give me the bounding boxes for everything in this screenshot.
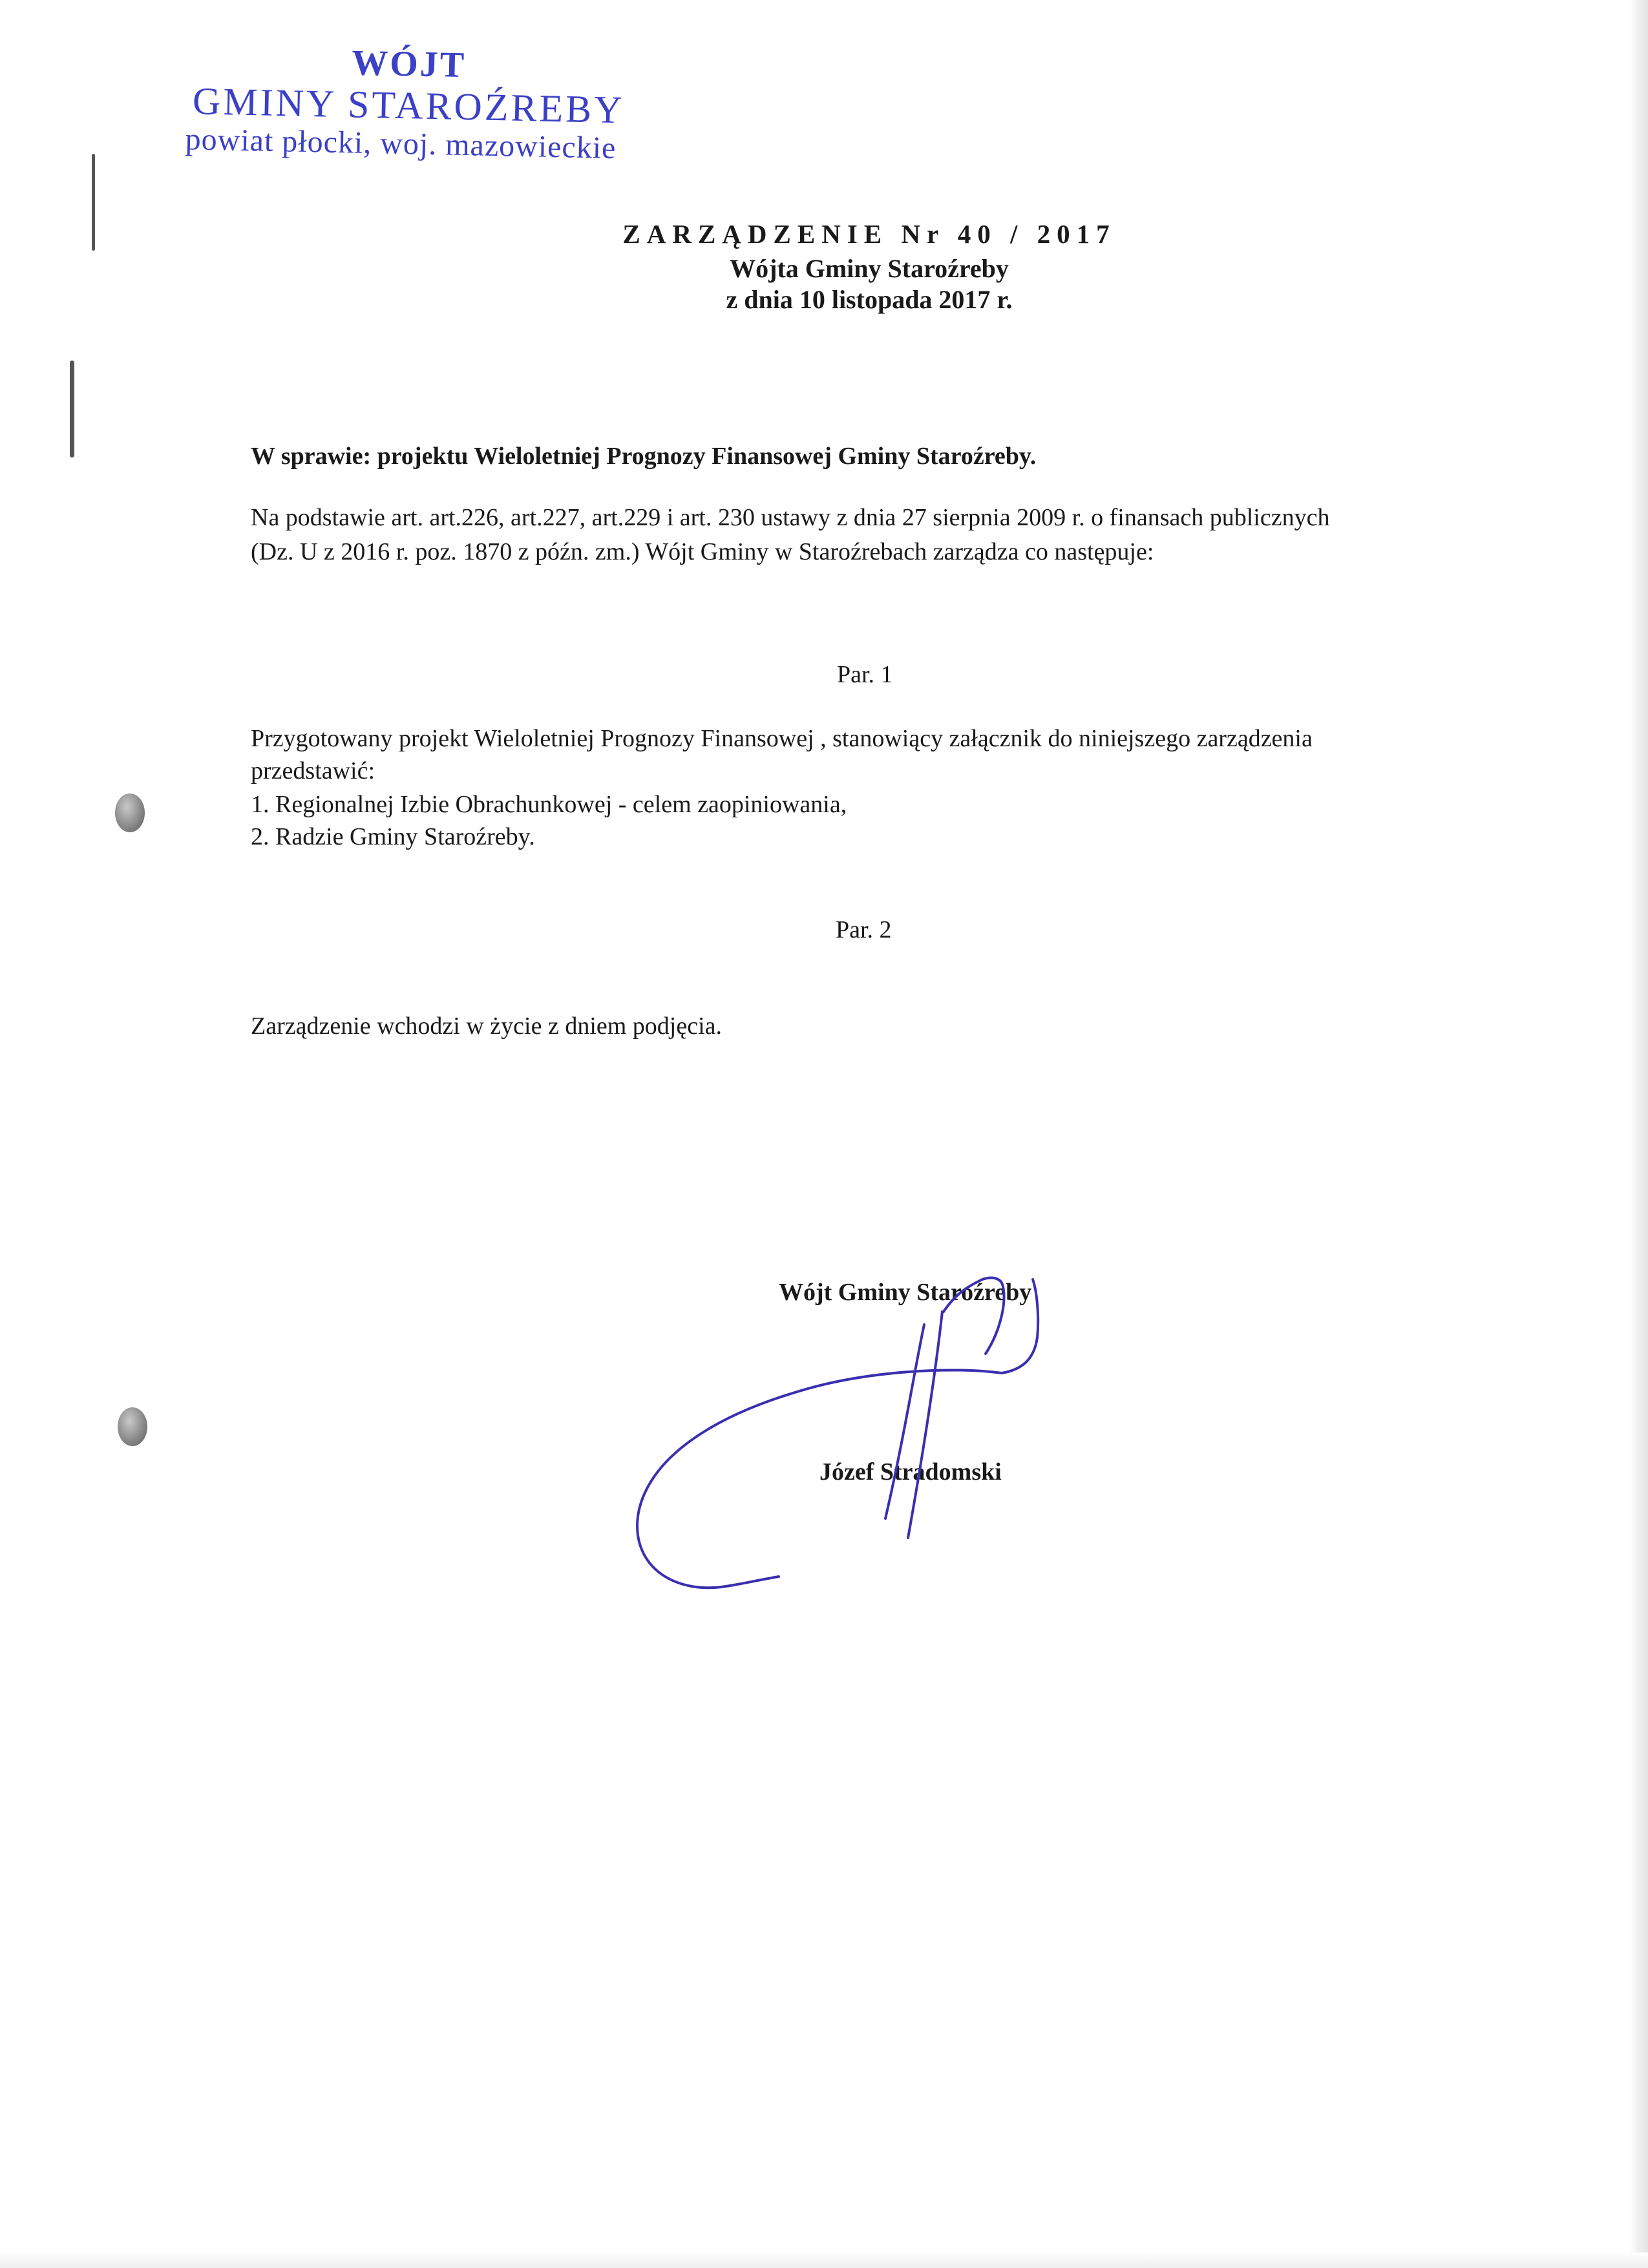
- punch-hole: [118, 1407, 147, 1446]
- subject-line: W sprawie: projektu Wieloletniej Prognozy Finansowej Gminy Staroźreby.: [251, 443, 1037, 470]
- handwritten-signature: [620, 1241, 1073, 1628]
- par2-heading: Par. 2: [836, 916, 892, 943]
- signatory-name: Józef Stradomski: [819, 1458, 1002, 1486]
- par1-heading: Par. 1: [837, 661, 893, 688]
- par2-text: Zarządzenie wchodzi w życie z dniem podjęcia.: [251, 1013, 723, 1040]
- stamp-line-2: GMINY STAROŹREBY: [192, 79, 626, 132]
- par1-item-2: 2. Radzie Gminy Staroźreby.: [251, 823, 535, 850]
- par1-line-2: przedstawić:: [251, 757, 375, 784]
- scan-bottom-edge: [0, 2252, 1648, 2268]
- document-title: ZARZĄDZENIE Nr 40 / 2017: [622, 219, 1116, 249]
- scan-right-edge: [1630, 0, 1648, 2268]
- official-stamp: [185, 39, 653, 178]
- par1-line-1: Przygotowany projekt Wieloletniej Prognozy Finansowej , stanowiący załącznik do niniejszego zarządzenia: [251, 725, 1313, 752]
- document-date: z dnia 10 listopada 2017 r.: [726, 285, 1013, 314]
- legal-basis-line-1: Na podstawie art. art.226, art.227, art.229 i art. 230 ustawy z dnia 27 sierpnia 2009 r. o finansach publicznych: [251, 504, 1330, 531]
- par1-item-1: 1. Regionalnej Izbie Obrachunkowej - celem zaopiniowania,: [251, 791, 847, 818]
- punch-hole: [115, 793, 145, 832]
- signatory-title: Wójt Gminy Staroźreby: [779, 1279, 1032, 1306]
- legal-basis-line-2: (Dz. U z 2016 r. poz. 1870 z późn. zm.) Wójt Gminy w Staroźrebach zarządza co następuje:: [251, 538, 1154, 565]
- scan-edge-mark: [70, 361, 74, 457]
- stamp-line-3: powiat płocki, woj. mazowieckie: [185, 121, 617, 165]
- document-issuer: Wójta Gminy Staroźreby: [730, 254, 1009, 283]
- stamp-line-1: WÓJT: [351, 43, 467, 86]
